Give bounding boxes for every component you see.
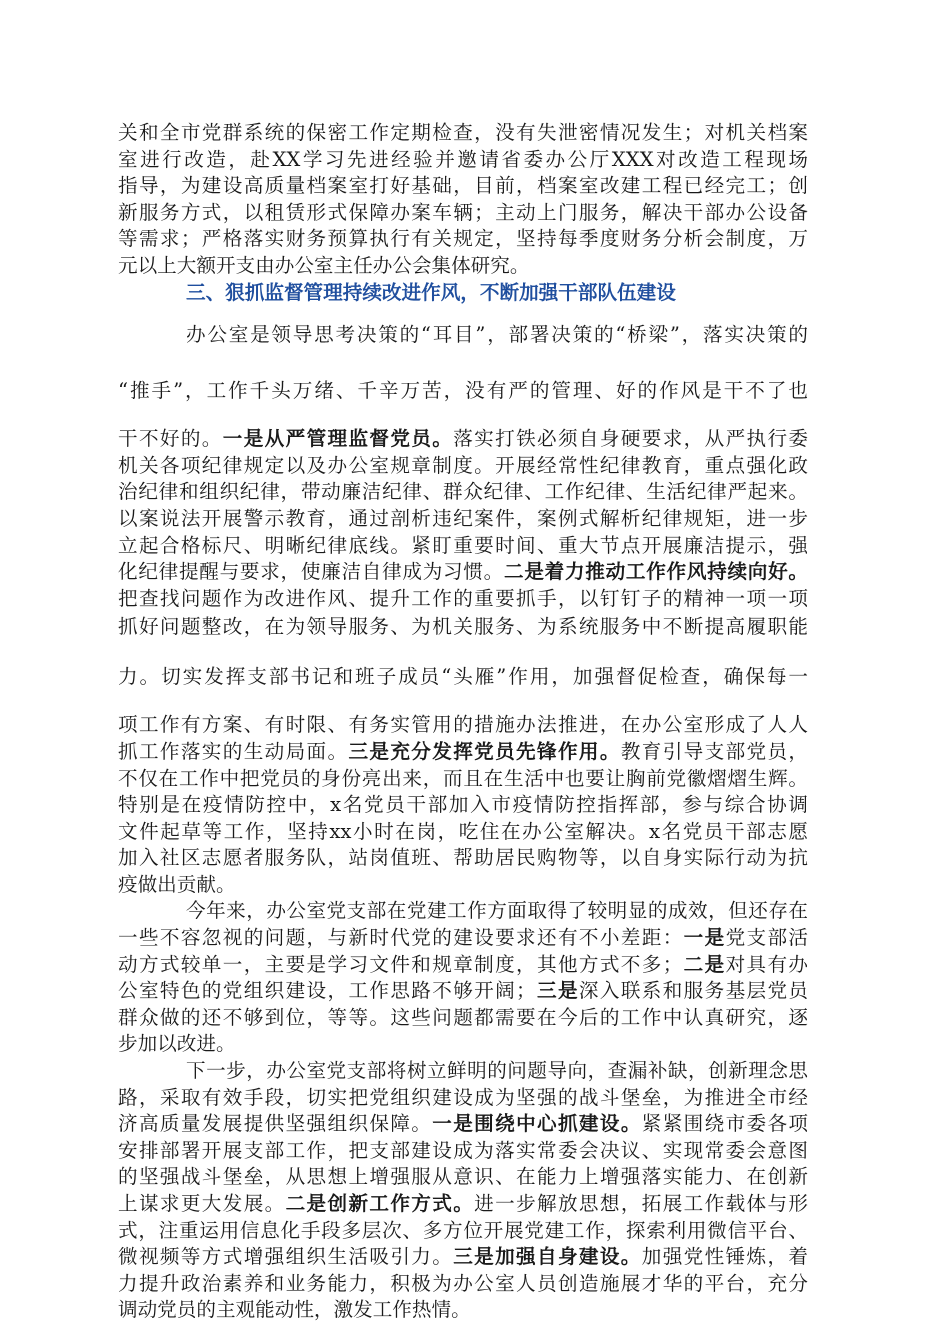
text-run: 公室特色的党组织建设，工作思路不够开阔； (118, 979, 536, 1003)
text-line: 式，注重运用信息化手段多层次、多方位开展党建工作，探索利用微信平台、 (118, 1218, 808, 1242)
paragraph-1 (118, 120, 808, 280)
text-line: 安排部署开展支部工作，把支部建设成为落实常委会决议、实现常委会意图 (118, 1138, 808, 1162)
text-run: 上谋求更大发展。 (118, 1192, 286, 1215)
text-run: 党支部活 (725, 926, 809, 950)
text-line: 路，采取有效手段，切实把党组织建设成为坚强的战斗堡垒，为推进全市经 (118, 1085, 808, 1109)
text-line: 指导，为建设高质量档案室打好基础，目前，档案室改建工程已经完工；创 (118, 174, 808, 198)
bold-point: 一是围绕中心抓建设。 (432, 1112, 642, 1136)
text-run: 深入联系和服务基层党员 (578, 979, 809, 1003)
text-run: 紧紧围绕市委各项 (641, 1112, 809, 1136)
text-run: 干不好的。 (118, 427, 223, 451)
bold-point: 一是 (683, 926, 726, 950)
text-run: 落实打铁必须自身硬要求，从严执行委 (453, 427, 809, 451)
bold-point: 一是从严管理监督党员。 (222, 427, 454, 451)
text-line: 不仅在工作中把党员的身份亮出来，而且在生活中也要让胸前党徽熠熠生辉。 (118, 766, 808, 790)
text-run: 济高质量发展提供坚强组织保障。 (118, 1112, 433, 1136)
bold-point: 三是充分发挥党员先锋作用。 (348, 739, 621, 763)
text-line: 以案说法开展警示教育，通过剖析违纪案件，案例式解析纪律规矩，进一步 (118, 506, 808, 530)
text-line (118, 1191, 808, 1218)
text-line (118, 925, 808, 952)
text-run: 教育引导支部党员， (620, 739, 809, 763)
text-line: 把查找问题作为改进作风、提升工作的重要抓手，以钉钉子的精神一项一项 (118, 586, 808, 610)
bold-point: 三是加强自身建设。 (453, 1245, 642, 1269)
text-line: “推手”，工作千头万绪、千辛万苦，没有严的管理、好的作风是干不了也 (118, 379, 808, 403)
text-line: 治纪律和组织纪律，带动廉洁纪律、群众纪律、工作纪律、生活纪律严起来。 (118, 480, 808, 504)
paragraph-3 (118, 898, 808, 1058)
text-run: 化纪律提醒与要求，使廉洁自律成为习惯。 (118, 560, 504, 584)
bold-point: 三是 (535, 979, 579, 1003)
text-line: 等需求；严格落实财务预算执行有关规定，坚持每季度财务分析会制度，万 (118, 227, 808, 251)
text-line: 力。切实发挥支部书记和班子成员“头雁”作用，加强督促检查，确保每一 (118, 665, 808, 689)
text-line: 今年来，办公室党支部在党建工作方面取得了较明显的成效，但还存在 (186, 899, 808, 923)
paragraph-4 (118, 1058, 808, 1324)
text-line: 疫做出贡献。 (118, 872, 236, 896)
text-run: 微视频等方式增强组织生活吸引力。 (118, 1245, 454, 1269)
document-page (118, 120, 808, 1324)
text-line: 群众做的还不够到位，等等。这些问题都需要在今后的工作中认真研究，逐 (118, 1005, 808, 1029)
text-line: 力提升政治素养和业务能力，积极为办公室人员创造施展才华的平台，充分 (118, 1271, 808, 1295)
text-run: 一些不容忽视的问题，与新时代党的建设要求还有不小差距： (118, 926, 684, 950)
text-line: 机关各项纪律规定以及办公室规章制度。开展经常性纪律教育，重点强化政 (118, 453, 808, 477)
paragraph-2 (118, 320, 808, 898)
text-run: 进一步解放思想，拓展工作载体与形 (474, 1192, 809, 1215)
text-line (118, 978, 808, 1005)
text-line (118, 952, 808, 979)
text-line (118, 1244, 808, 1271)
text-line: 立起合格标尺、明晰纪律底线。紧盯重要时间、重大节点开展廉洁提示，强 (118, 533, 808, 557)
text-run: 抓工作落实的生动局面。 (118, 739, 349, 763)
text-line: 加入社区志愿者服务队，站岗值班、帮助居民购物等，以自身实际行动为抗 (118, 846, 808, 870)
text-line: 的坚强战斗堡垒，从思想上增强服从意识、在能力上增强落实能力、在创新 (118, 1165, 808, 1189)
text-line: 特别是在疫情防控中，x名党员干部加入市疫情防控指挥部，参与综合协调 (118, 793, 808, 817)
text-run: 对具有办 (725, 952, 809, 976)
text-line: 办公室是领导思考决策的“耳目”，部署决策的“桥梁”，落实决策的 (186, 323, 808, 347)
text-line: 室进行改造，赴XX学习先进经验并邀请省委办公厅XXX对改造工程现场 (118, 147, 808, 171)
text-line (118, 1111, 808, 1138)
bold-point: 二是 (682, 952, 726, 976)
text-line: 文件起草等工作，坚持xx小时在岗，吃住在办公室解决。x名党员干部志愿 (118, 819, 808, 843)
text-line (118, 559, 808, 586)
text-line: 调动党员的主观能动性，激发工作热情。 (118, 1298, 471, 1322)
text-run: 动方式较单一，主要是学习文件和规章制度，其他方式不多； (118, 952, 683, 976)
text-line: 抓好问题整改，在为领导服务、为机关服务、为系统服务中不断提高履职能 (118, 615, 808, 639)
bold-point: 二是着力推动工作作风持续向好。 (504, 560, 809, 584)
text-line (118, 426, 808, 453)
text-line: 元以上大额开支由办公室主任办公会集体研究。 (118, 253, 530, 277)
text-line (118, 739, 808, 766)
text-line: 关和全市党群系统的保密工作定期检查，没有失泄密情况发生；对机关档案 (118, 121, 808, 144)
bold-point: 二是创新工作方式。 (285, 1192, 475, 1215)
text-line: 项工作有方案、有时限、有务实管用的措施办法推进，在办公室形成了人人 (118, 713, 808, 737)
text-run: 加强党性锤炼，着 (641, 1245, 809, 1269)
section-heading: 三、狠抓监督管理持续改进作风，不断加强干部队伍建设 (186, 280, 676, 304)
text-line: 步加以改进。 (118, 1032, 236, 1056)
text-line: 下一步，办公室党支部将树立鲜明的问题导向，查漏补缺，创新理念思 (186, 1059, 808, 1083)
text-line: 新服务方式，以租赁形式保障办案车辆；主动上门服务，解决干部办公设备 (118, 200, 808, 224)
